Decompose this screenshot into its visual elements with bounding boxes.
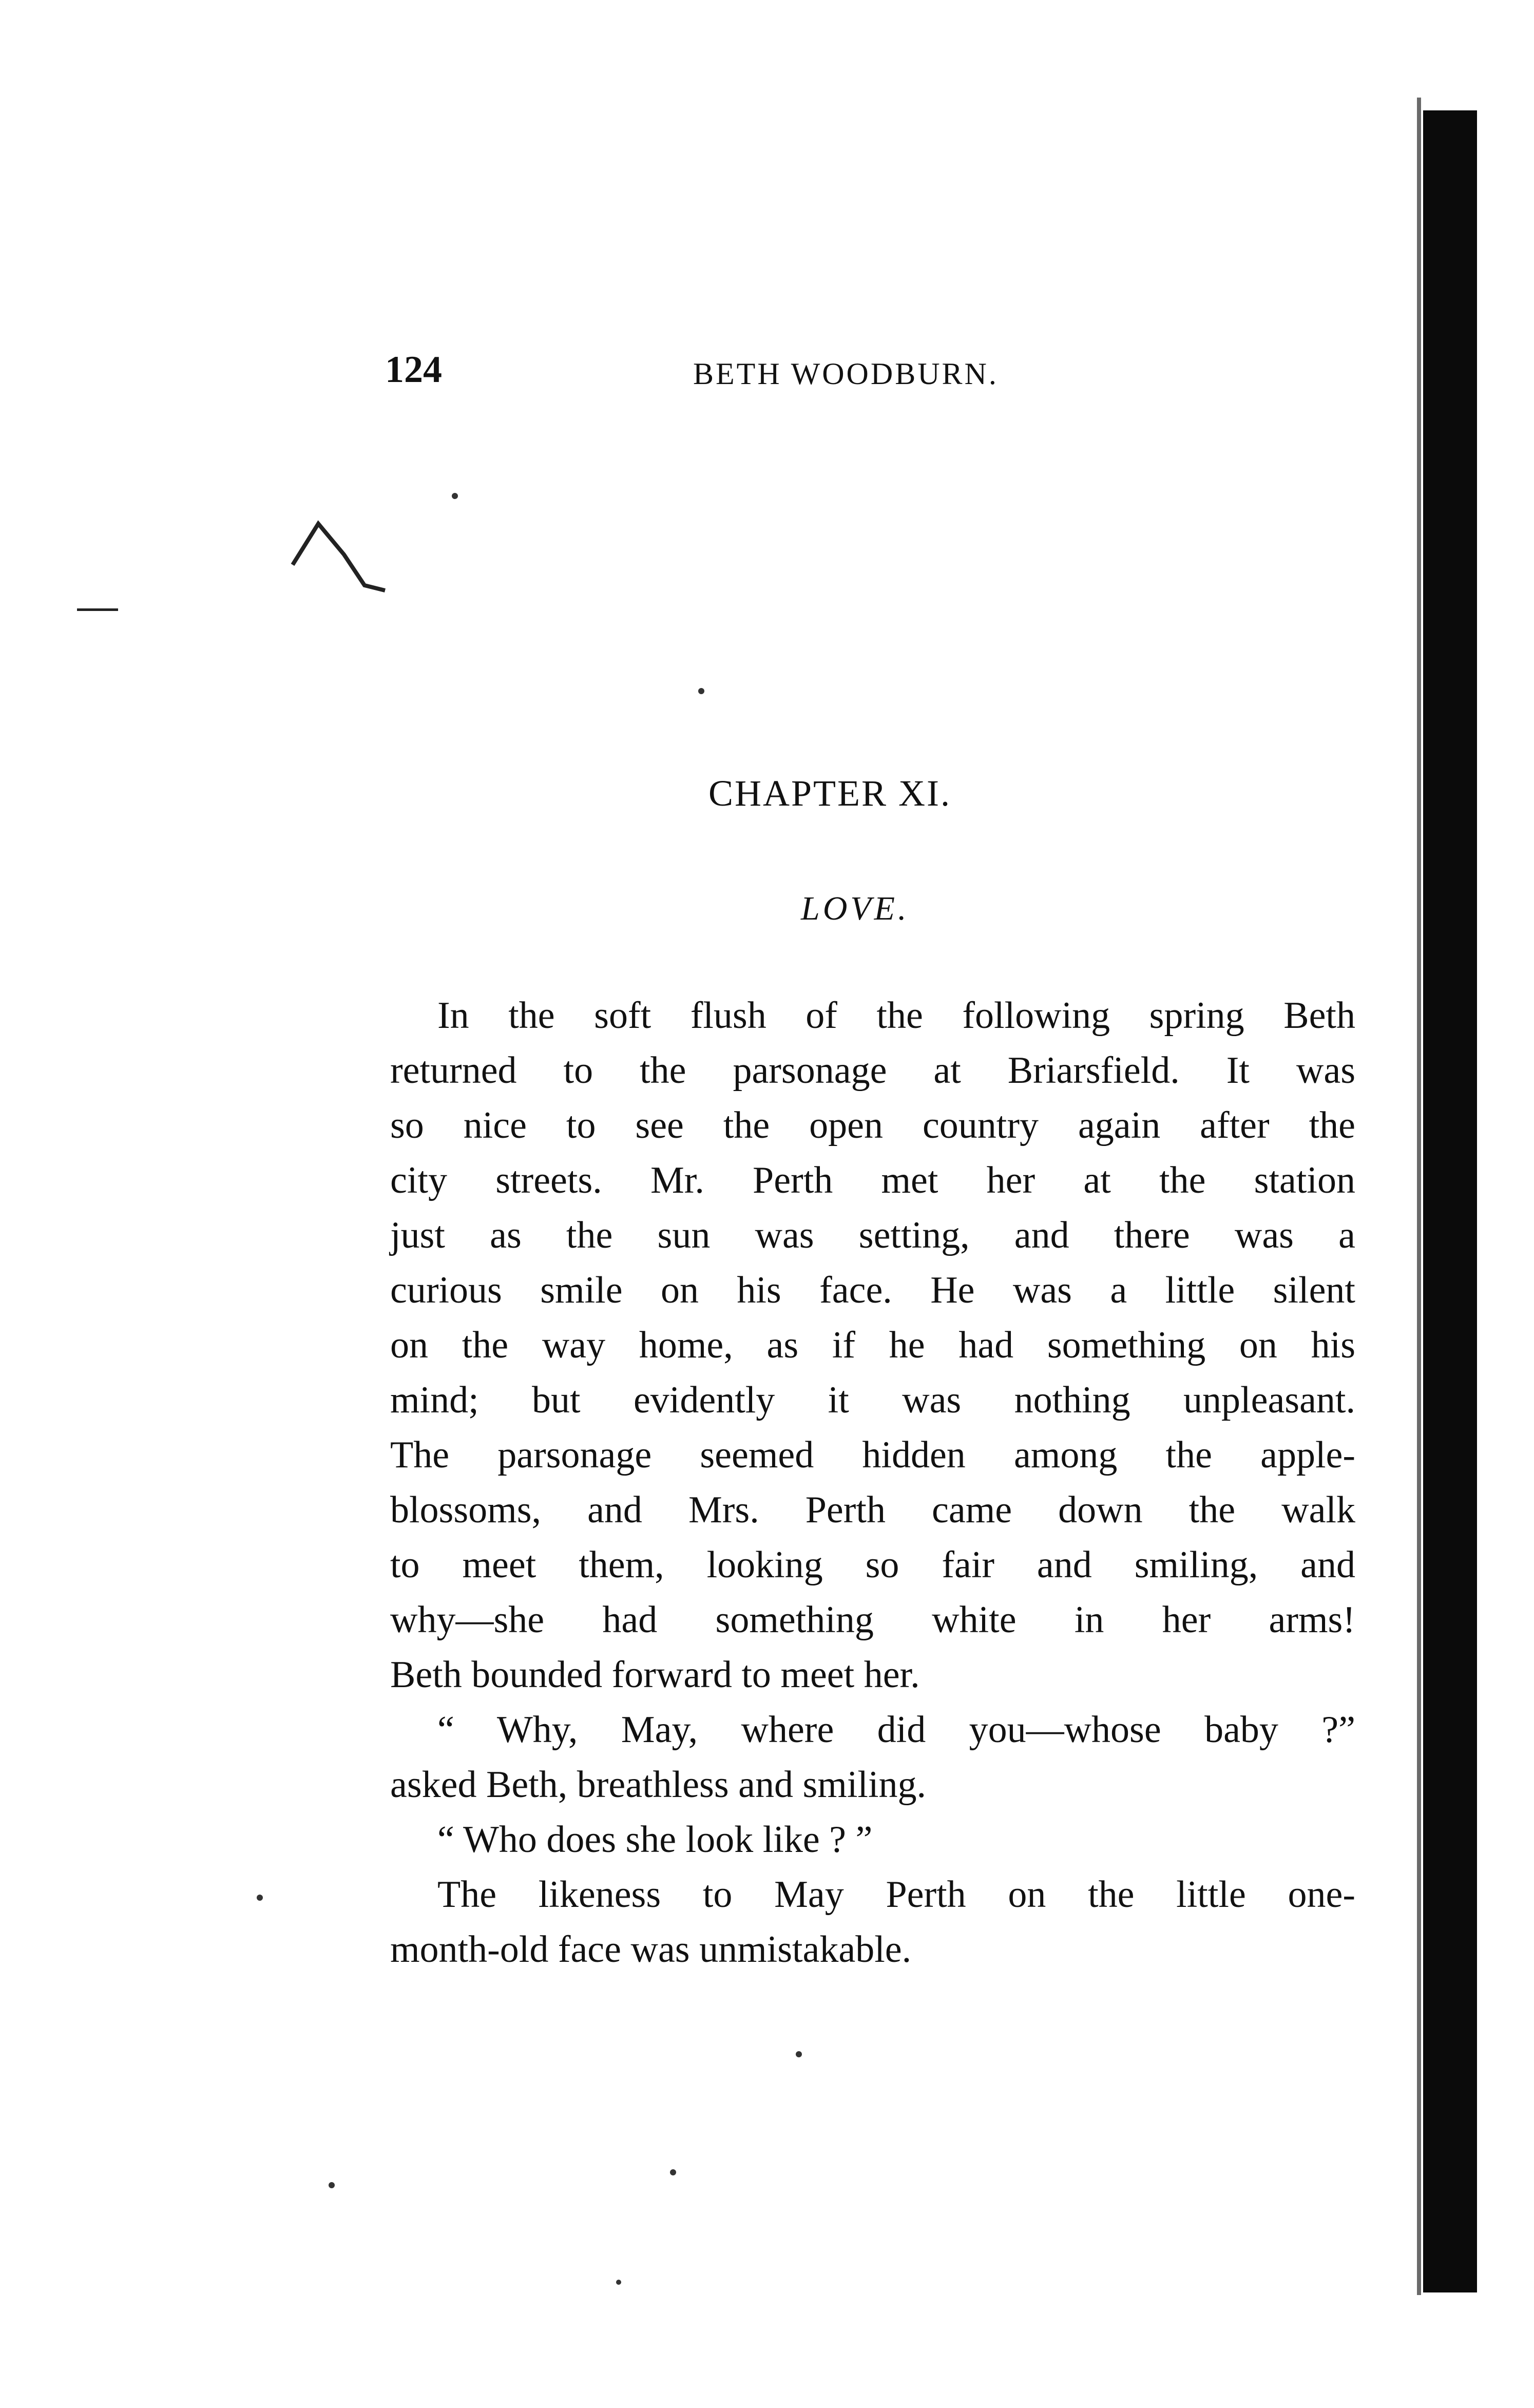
text-line: to meet them, looking so fair and smiling, and [390, 1544, 1355, 1586]
text-line: month-old face was unmistakable. [390, 1928, 912, 1971]
binding-shadow [1417, 98, 1421, 2295]
text-line: Beth bounded forward to meet her. [390, 1654, 920, 1696]
text-line: “ Why, May, where did you—whose baby ?” [437, 1709, 1355, 1751]
text-line: city streets. Mr. Perth met her at the station [390, 1159, 1355, 1201]
scan-mark [282, 513, 395, 601]
binding-gutter-bar [1423, 110, 1477, 2292]
scan-mark [77, 608, 118, 611]
chapter-heading: CHAPTER XI. [708, 773, 952, 814]
text-line: The parsonage seemed hidden among the apple- [390, 1434, 1355, 1476]
scan-speck [616, 2280, 621, 2285]
text-line: returned to the parsonage at Briarsfield. It was [390, 1049, 1355, 1092]
scan-speck [452, 493, 458, 499]
scan-speck [670, 2169, 676, 2175]
running-title: BETH WOODBURN. [693, 357, 999, 391]
text-line: blossoms, and Mrs. Perth came down the walk [390, 1489, 1355, 1531]
scan-speck [257, 1895, 263, 1901]
page-number: 124 [385, 349, 442, 391]
scan-speck [698, 688, 704, 694]
body-text [390, 988, 1355, 1977]
running-header [385, 341, 1052, 398]
text-line: mind; but evidently it was nothing unpleasant. [390, 1379, 1355, 1421]
text-line: why—she had something white in her arms! [390, 1599, 1355, 1641]
text-line: on the way home, as if he had something on his [390, 1324, 1355, 1366]
text-line: “ Who does she look like ? ” [437, 1819, 873, 1861]
text-line: so nice to see the open country again after the [390, 1104, 1355, 1146]
text-line: In the soft flush of the following spring Beth [437, 995, 1355, 1037]
text-line: The likeness to May Perth on the little one- [437, 1874, 1355, 1916]
text-line: just as the sun was setting, and there was a [390, 1214, 1355, 1256]
scan-speck [796, 2051, 802, 2057]
text-line: curious smile on his face. He was a little silent [390, 1269, 1355, 1311]
text-line: asked Beth, breathless and smiling. [390, 1764, 927, 1806]
scan-speck [329, 2182, 335, 2188]
chapter-subtitle: LOVE. [801, 890, 910, 927]
